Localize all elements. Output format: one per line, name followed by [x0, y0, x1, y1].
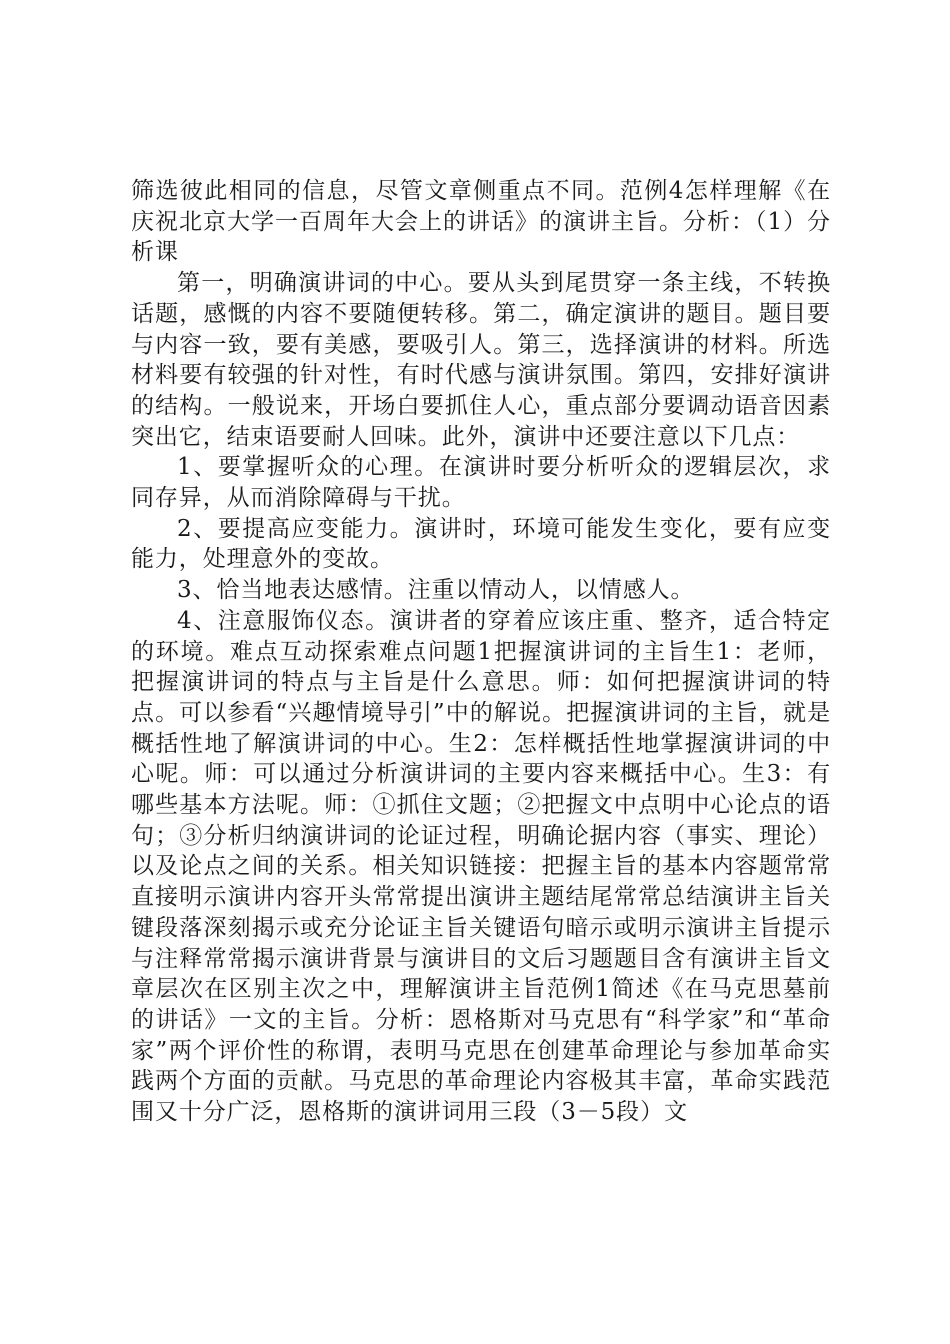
document-body	[131, 176, 831, 1128]
paragraph-speech-tips: 第一，明确演讲词的中心。要从头到尾贯穿一条主线，不转换话题，感慨的内容不要随便转移。第二，确定演讲的题目。题目要与内容一致，要有美感，要吸引人。第三，选择演讲的材料。所选材料要有较强的针对性，有时代感与演讲氛围。第四，安排好演讲的结构。一般说来，开场白要抓住人心，重点部分要调动语音因素突出它，结束语要耐人回味。此外，演讲中还要注意以下几点：	[131, 270, 831, 450]
paragraph-point-3: 3、恰当地表达感情。注重以情动人，以情感人。	[177, 577, 695, 604]
paragraph-intro: 筛选彼此相同的信息，尽管文章侧重点不同。范例4怎样理解《在庆祝北京大学一百周年大会上的讲话》的演讲主旨。分析：（1）分析课	[131, 178, 831, 266]
paragraph-point-4: 4、注意服饰仪态。演讲者的穿着应该庄重、整齐，适合特定的环境。难点互动探索难点问题1把握演讲词的主旨生1：老师，把握演讲词的特点与主旨是什么意思。师：如何把握演讲词的特点。可以参看“兴趣情境导引”中的解说。把握演讲词的主旨，就是概括性地了解演讲词的中心。生2：怎样概括性地掌握演讲词的中心呢。师：可以通过分析演讲词的主要内容来概括中心。生3：有哪些基本方法呢。师：①抓住文题；②把握文中点明中心论点的语句；③分析归纳演讲词的论证过程，明确论据内容（事实、理论）以及论点之间的关系。相关知识链接：把握主旨的基本内容题常常直接明示演讲内容开头常常提出演讲主题结尾常常总结演讲主旨关键段落深刻揭示或充分论证主旨关键语句暗示或明示演讲主旨提示与注释常常揭示演讲背景与演讲目的文后习题题目含有演讲主旨文章层次在区别主次之中，理解演讲主旨范例1简述《在马克思墓前的讲话》一文的主旨。分析：恩格斯对马克思有“科学家”和“革命家”两个评价性的称谓，表明马克思在创建革命理论与参加革命实践两个方面的贡献。马克思的革命理论内容极其丰富，革命实践范围又十分广泛，恩格斯的演讲词用三段（3－5段）文	[131, 607, 831, 1126]
paragraph-point-1: 1、要掌握听众的心理。在演讲时要分析听众的逻辑层次，求同存异，从而消除障碍与干扰。	[131, 454, 831, 512]
paragraph-point-2: 2、要提高应变能力。演讲时，环境可能发生变化，要有应变能力，处理意外的变故。	[131, 515, 831, 573]
